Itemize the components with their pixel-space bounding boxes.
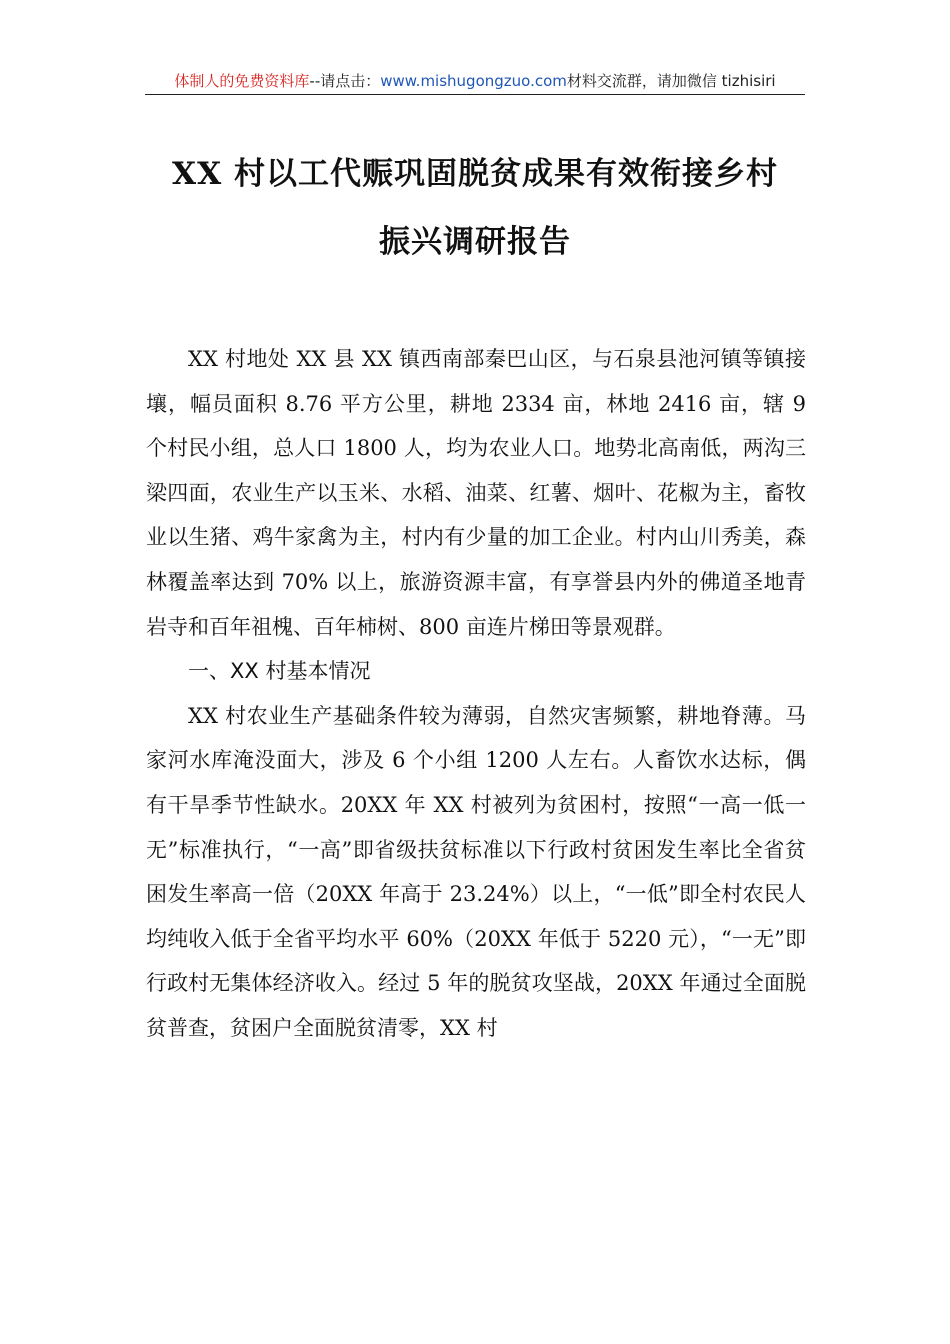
header-wechat: 材料交流群，请加微信 tizhisiri: [566, 72, 776, 90]
paragraph-basic-situation: XX 村农业生产基础条件较为薄弱，自然灾害频繁，耕地脊薄。马家河水库淹没面大，涉及 6 个小组 1200 人左右。人畜饮水达标，偶有干旱季节性缺水。20XX 年 XX 村被列为贫困村，按照“一高一低一无”标准执行，“一高”即省级扶贫标准以下行政村贫困发生率比全省贫困发生率高一倍（20XX 年高于 23.24%）以上，“一低”即全村农民人均纯收入低于全省平均水平 60%（20XX 年低于 5220 元），“一无”即行政村无集体经济收入。经过 5 年的脱贫攻坚战，20XX 年通过全面脱贫普查，贫困户全面脱贫清零，XX 村: [146, 703, 806, 1040]
header-site-name: 体制人的免费资料库: [174, 72, 310, 90]
document-title-line-2: 振兴调研报告: [379, 224, 571, 260]
section-heading-basic-situation: 一、XX 村基本情况: [188, 659, 371, 684]
document-body: [146, 337, 806, 1051]
page-header: [145, 68, 805, 95]
header-url-link[interactable]: www.mishugongzuo.com: [380, 72, 567, 90]
document-title-line-1: XX 村以工代赈巩固脱贫成果有效衔接乡村: [172, 156, 778, 192]
paragraph-intro: XX 村地处 XX 县 XX 镇西南部秦巴山区，与石泉县池河镇等镇接壤，幅员面积 8.76 平方公里，耕地 2334 亩，林地 2416 亩，辖 9 个村民小组，总人口 1800 人，均为农业人口。地势北高南低，两沟三梁四面，农业生产以玉米、水稻、油菜、红薯、烟叶、花椒为主，畜牧业以生猪、鸡牛家禽为主，村内有少量的加工企业。村内山川秀美，森林覆盖率达到 70% 以上，旅游资源丰富，有享誉县内外的佛道圣地青岩寺和百年祖槐、百年柿树、800 亩连片梯田等景观群。: [146, 347, 806, 639]
header-prompt: --请点击：: [309, 72, 381, 90]
